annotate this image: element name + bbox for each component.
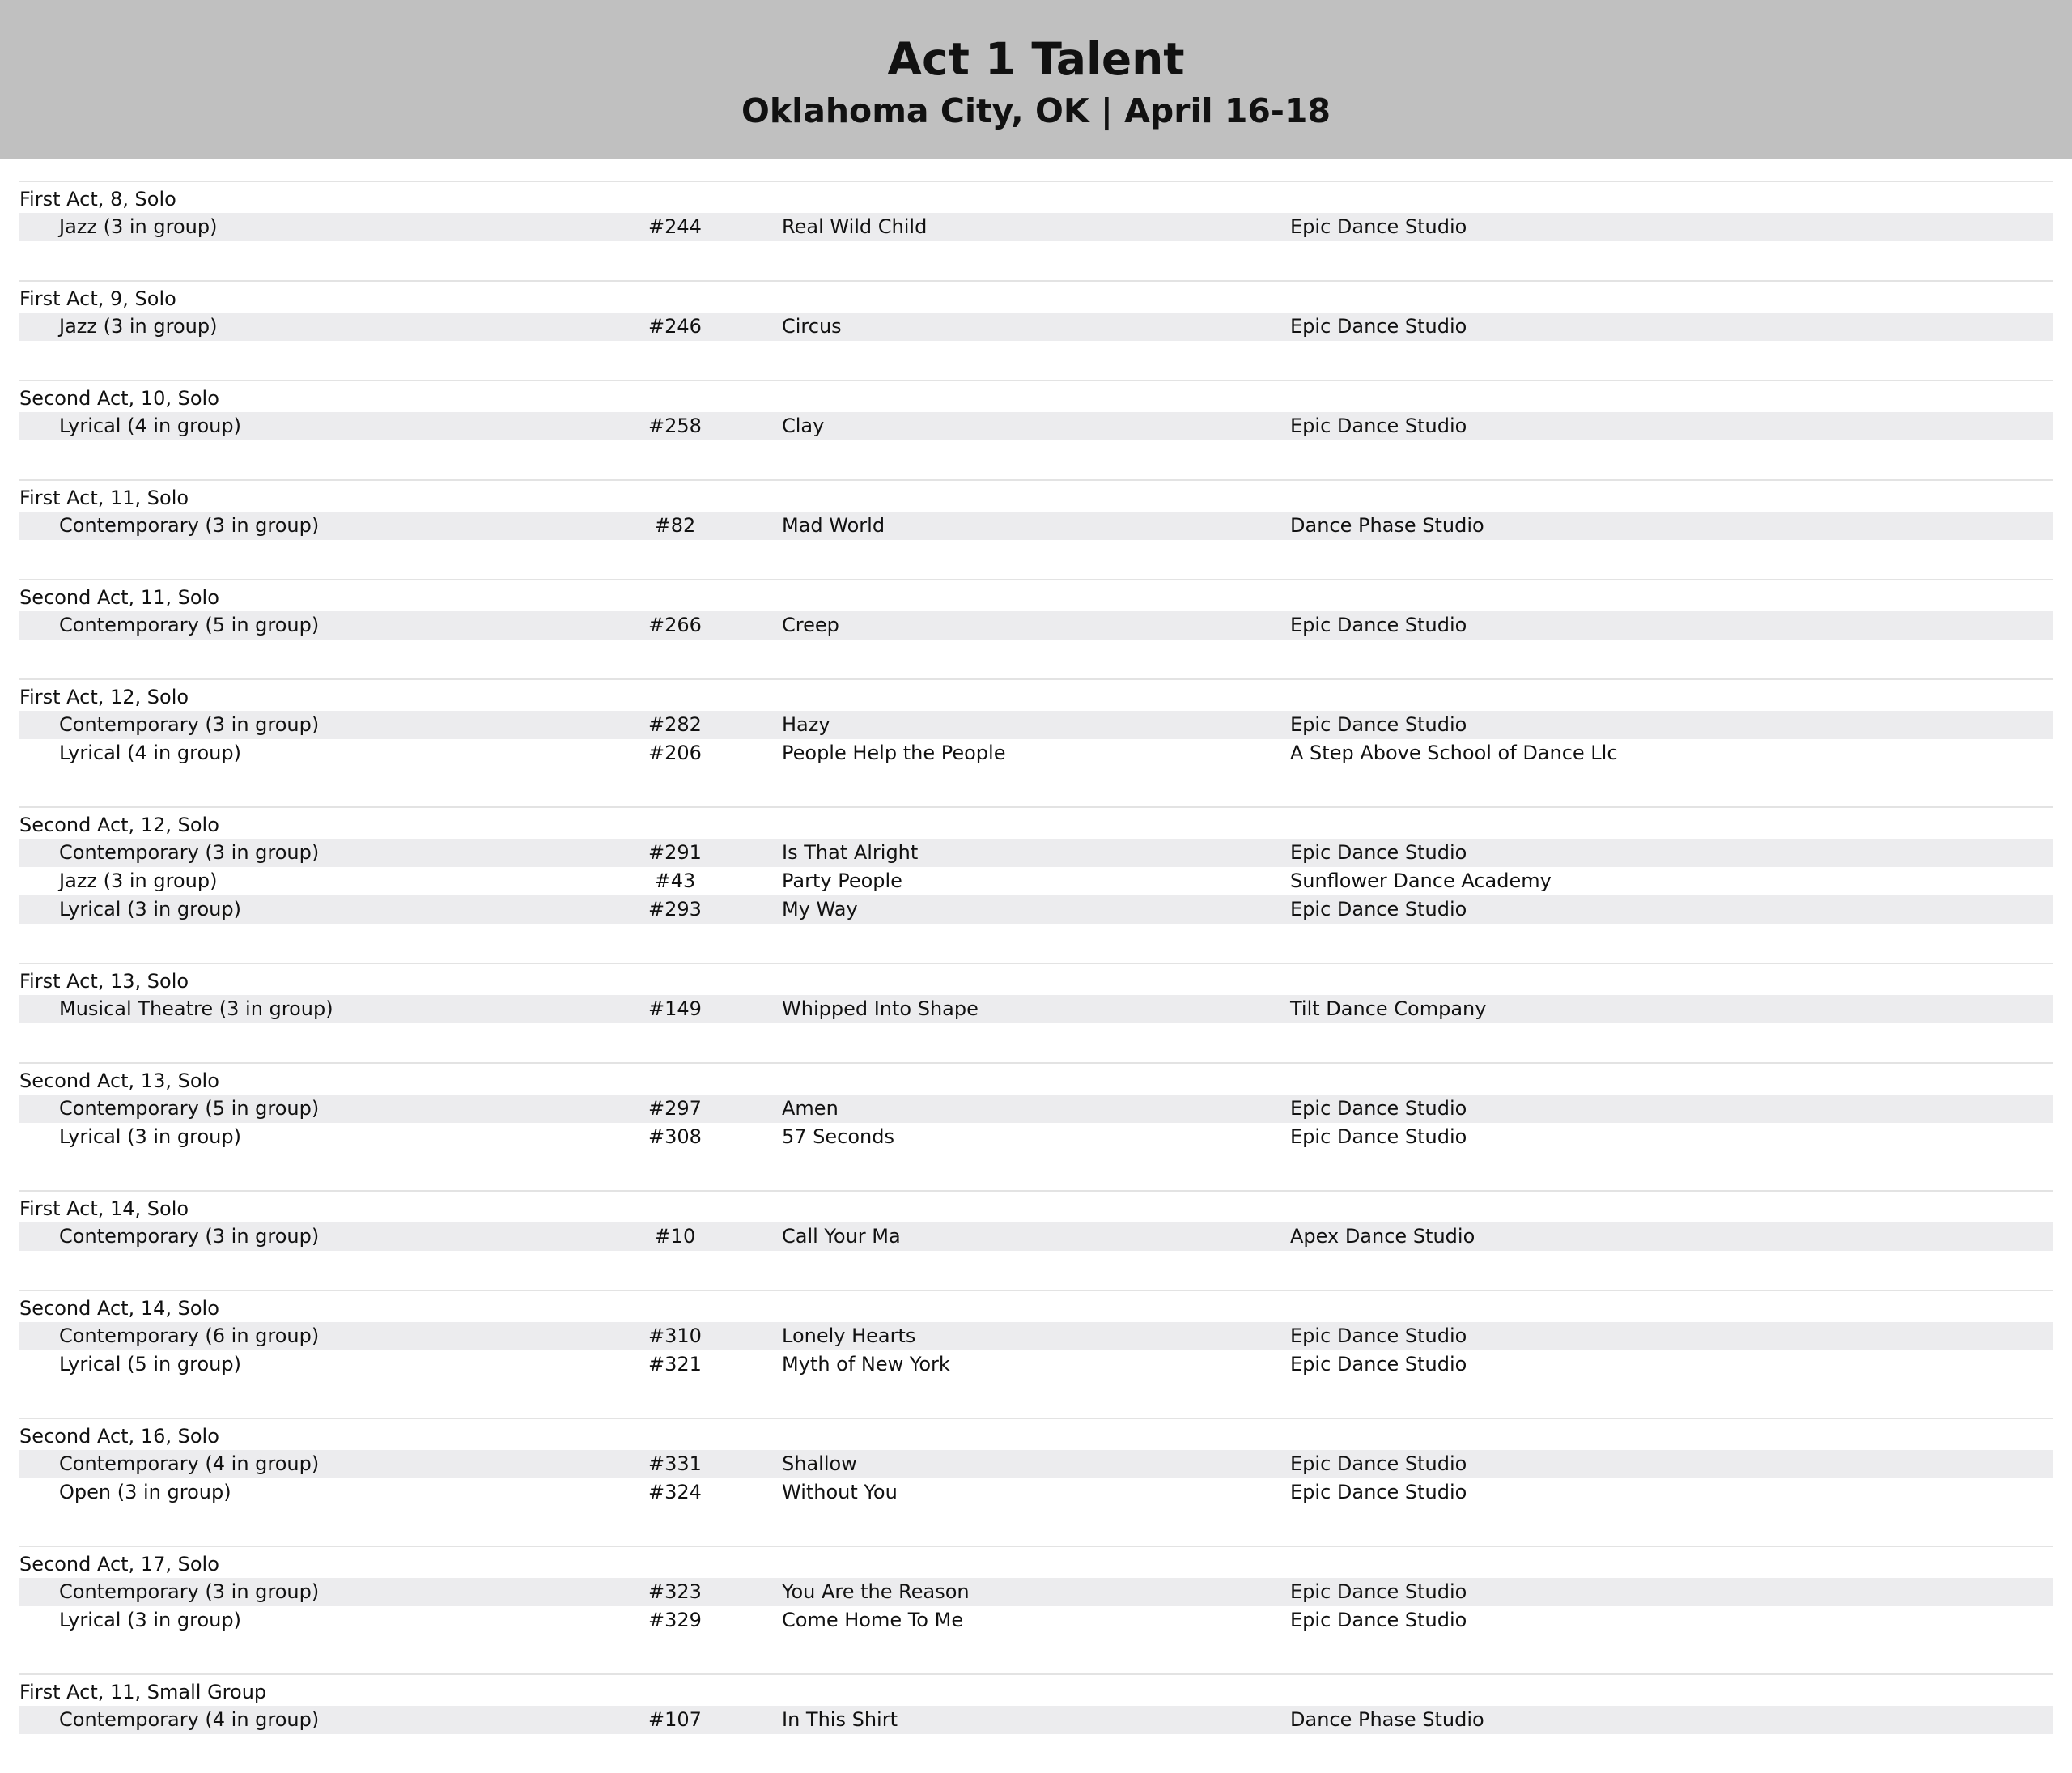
schedule-section — [19, 380, 2053, 479]
entry-song: 57 Seconds — [782, 1125, 894, 1148]
entry-row — [19, 995, 2053, 1023]
section-title: Second Act, 12, Solo — [19, 814, 219, 836]
schedule-section — [19, 963, 2053, 1062]
entry-row — [19, 1322, 2053, 1350]
schedule-section — [19, 678, 2053, 806]
entry-studio: Epic Dance Studio — [1290, 1125, 1467, 1148]
entry-row — [19, 895, 2053, 924]
entry-song: Clay — [782, 415, 825, 437]
entry-song: My Way — [782, 898, 858, 921]
entry-studio: Dance Phase Studio — [1290, 1708, 1484, 1731]
entry-style: Contemporary (3 in group) — [59, 841, 320, 864]
schedule-section — [19, 806, 2053, 963]
entry-style: Jazz (3 in group) — [59, 215, 218, 238]
entry-style: Lyrical (3 in group) — [59, 898, 241, 921]
entry-style: Contemporary (4 in group) — [59, 1708, 320, 1731]
section-title: Second Act, 10, Solo — [19, 387, 219, 410]
entry-row — [19, 412, 2053, 440]
schedule-section — [19, 1290, 2053, 1418]
entry-studio: Apex Dance Studio — [1290, 1225, 1475, 1248]
schedule-section — [19, 579, 2053, 678]
entry-style: Lyrical (3 in group) — [59, 1609, 241, 1631]
section-title: First Act, 12, Solo — [19, 686, 189, 708]
entry-number: #321 — [648, 1353, 702, 1375]
entry-studio: Epic Dance Studio — [1290, 841, 1467, 864]
section-title: First Act, 11, Small Group — [19, 1681, 267, 1703]
entry-number: #297 — [648, 1097, 702, 1120]
entry-song: Amen — [782, 1097, 839, 1120]
entry-song: You Are the Reason — [782, 1580, 970, 1603]
schedule-section — [19, 1546, 2053, 1673]
entry-studio: Epic Dance Studio — [1290, 1324, 1467, 1347]
entry-style: Contemporary (3 in group) — [59, 1225, 320, 1248]
entry-row — [19, 213, 2053, 241]
entry-song: Come Home To Me — [782, 1609, 964, 1631]
entry-number: #206 — [648, 742, 702, 764]
entry-studio: Epic Dance Studio — [1290, 1097, 1467, 1120]
entry-row — [19, 1095, 2053, 1123]
entry-style: Lyrical (5 in group) — [59, 1353, 241, 1375]
entry-row — [19, 1578, 2053, 1606]
entry-style: Lyrical (3 in group) — [59, 1125, 241, 1148]
page-subtitle: Oklahoma City, OK | April 16-18 — [741, 91, 1331, 130]
entry-song: People Help the People — [782, 742, 1006, 764]
entry-song: Mad World — [782, 514, 885, 537]
section-title: First Act, 9, Solo — [19, 287, 176, 310]
entry-studio: Epic Dance Studio — [1290, 1609, 1467, 1631]
entry-song: Shallow — [782, 1452, 857, 1475]
section-title: First Act, 14, Solo — [19, 1197, 189, 1220]
schedule-section — [19, 1673, 2053, 1773]
entry-style: Contemporary (5 in group) — [59, 1097, 320, 1120]
entry-style: Contemporary (4 in group) — [59, 1452, 320, 1475]
entry-style: Contemporary (3 in group) — [59, 1580, 320, 1603]
entry-style: Contemporary (3 in group) — [59, 514, 320, 537]
entry-number: #329 — [648, 1609, 702, 1631]
entry-row — [19, 611, 2053, 640]
entry-number: #266 — [648, 614, 702, 636]
schedule-section — [19, 1062, 2053, 1190]
section-title: First Act, 13, Solo — [19, 970, 189, 993]
entry-style: Open (3 in group) — [59, 1481, 231, 1503]
entry-studio: Epic Dance Studio — [1290, 1353, 1467, 1375]
schedule-section — [19, 1190, 2053, 1290]
section-title: Second Act, 11, Solo — [19, 586, 219, 609]
section-title: Second Act, 13, Solo — [19, 1069, 219, 1092]
entry-style: Contemporary (5 in group) — [59, 614, 320, 636]
entry-song: Party People — [782, 869, 902, 892]
entry-song: Hazy — [782, 713, 830, 736]
entry-style: Lyrical (4 in group) — [59, 415, 241, 437]
entry-number: #291 — [648, 841, 702, 864]
entry-studio: Epic Dance Studio — [1290, 713, 1467, 736]
schedule-section — [19, 479, 2053, 579]
entry-number: #244 — [648, 215, 702, 238]
entry-studio: Sunflower Dance Academy — [1290, 869, 1552, 892]
schedule-section — [19, 181, 2053, 280]
entry-style: Jazz (3 in group) — [59, 315, 218, 338]
entry-row — [19, 1478, 2053, 1507]
entry-studio: Tilt Dance Company — [1290, 997, 1487, 1020]
entry-studio: Epic Dance Studio — [1290, 315, 1467, 338]
entry-song: Real Wild Child — [782, 215, 928, 238]
entry-style: Lyrical (4 in group) — [59, 742, 241, 764]
entry-row — [19, 313, 2053, 341]
schedule-list — [0, 159, 2072, 1773]
entry-number: #324 — [648, 1481, 702, 1503]
entry-number: #282 — [648, 713, 702, 736]
section-title: First Act, 11, Solo — [19, 487, 189, 509]
entry-row — [19, 1123, 2053, 1151]
entry-number: #246 — [648, 315, 702, 338]
entry-number: #149 — [648, 997, 702, 1020]
entry-number: #258 — [648, 415, 702, 437]
entry-number: #10 — [654, 1225, 696, 1248]
entry-number: #293 — [648, 898, 702, 921]
entry-row — [19, 739, 2053, 767]
page-title: Act 1 Talent — [887, 33, 1185, 85]
entry-row — [19, 1222, 2053, 1251]
entry-studio: Epic Dance Studio — [1290, 215, 1467, 238]
entry-row — [19, 867, 2053, 895]
entry-studio: Dance Phase Studio — [1290, 514, 1484, 537]
section-title: Second Act, 16, Solo — [19, 1425, 219, 1448]
entry-number: #323 — [648, 1580, 702, 1603]
entry-song: Whipped Into Shape — [782, 997, 979, 1020]
entry-studio: Epic Dance Studio — [1290, 898, 1467, 921]
section-title: First Act, 8, Solo — [19, 188, 176, 210]
entry-row — [19, 711, 2053, 739]
schedule-section — [19, 280, 2053, 380]
entry-studio: Epic Dance Studio — [1290, 1481, 1467, 1503]
entry-number: #308 — [648, 1125, 702, 1148]
schedule-section — [19, 1418, 2053, 1546]
entry-row — [19, 1450, 2053, 1478]
entry-song: Circus — [782, 315, 842, 338]
entry-row — [19, 839, 2053, 867]
entry-number: #82 — [654, 514, 696, 537]
entry-number: #43 — [654, 869, 696, 892]
entry-style: Musical Theatre (3 in group) — [59, 997, 333, 1020]
entry-studio: A Step Above School of Dance Llc — [1290, 742, 1618, 764]
entry-row — [19, 1350, 2053, 1379]
entry-song: Myth of New York — [782, 1353, 950, 1375]
entry-style: Contemporary (6 in group) — [59, 1324, 320, 1347]
entry-row — [19, 512, 2053, 540]
section-title: Second Act, 17, Solo — [19, 1553, 219, 1575]
entry-song: Without You — [782, 1481, 898, 1503]
entry-style: Jazz (3 in group) — [59, 869, 218, 892]
entry-song: In This Shirt — [782, 1708, 898, 1731]
entry-studio: Epic Dance Studio — [1290, 415, 1467, 437]
entry-song: Lonely Hearts — [782, 1324, 916, 1347]
entry-song: Call Your Ma — [782, 1225, 901, 1248]
entry-song: Is That Alright — [782, 841, 919, 864]
entry-row — [19, 1606, 2053, 1635]
entry-number: #107 — [648, 1708, 702, 1731]
entry-studio: Epic Dance Studio — [1290, 1580, 1467, 1603]
entry-studio: Epic Dance Studio — [1290, 1452, 1467, 1475]
page-header — [0, 0, 2072, 159]
entry-song: Creep — [782, 614, 839, 636]
entry-row — [19, 1706, 2053, 1734]
entry-number: #331 — [648, 1452, 702, 1475]
entry-studio: Epic Dance Studio — [1290, 614, 1467, 636]
section-title: Second Act, 14, Solo — [19, 1297, 219, 1320]
entry-number: #310 — [648, 1324, 702, 1347]
entry-style: Contemporary (3 in group) — [59, 713, 320, 736]
